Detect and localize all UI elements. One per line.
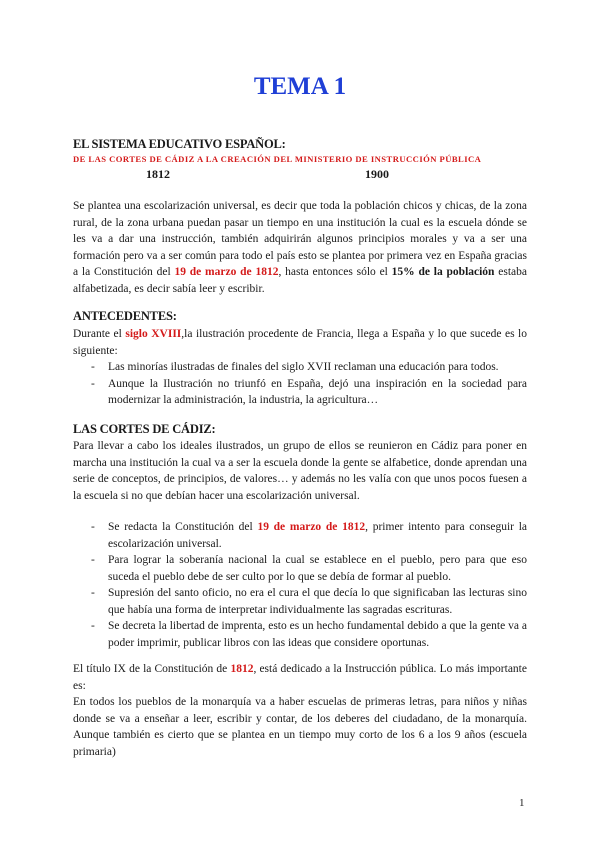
highlight-year: 1812 [230, 663, 254, 675]
titulo-detail-paragraph: En todos los pueblos de la monarquía va a haber escuelas de primeras letras, para niños y niñas donde se va a enseñar a leer, escribir y contar, de los deberes del ciudadano, de la monarquía. Aunque también es cierto que se plantea en un tiempo muy corto de los 6 a los 9 años (escuela primaria) [73, 696, 527, 758]
highlight-date: 19 de marzo de 1812 [257, 521, 366, 533]
page-title: TEMA 1 [253, 73, 347, 100]
antecedentes-heading: ANTECEDENTES: [73, 309, 177, 323]
antecedentes-paragraph: Durante el siglo XVIII,la ilustración procedente de Francia, llega a España y lo que sucede es lo siguiente: [73, 328, 528, 357]
section-heading-main: EL SISTEMA EDUCATIVO ESPAÑOL: [73, 137, 286, 151]
antecedentes-list [73, 359, 527, 409]
page-number: 1 [519, 797, 525, 809]
list-item: - Se redacta la Constitución del 19 de marzo de 1812, primer intento para conseguir la escolarización universal. [73, 519, 527, 552]
highlight-date: 19 de marzo de 1812 [174, 266, 279, 278]
list-item: - Supresión del santo oficio, no era el cura el que decía lo que significaban las lecturas sino que había una forma de interpretar individualmente las sagradas escrituras. [73, 585, 527, 618]
list-item: - Las minorías ilustradas de finales del siglo XVII reclaman una educación para todos. [73, 359, 527, 376]
highlight-percentage: 15% de la población [391, 266, 495, 278]
titulo-paragraph: El título IX de la Constitución de 1812, está dedicado a la Instrucción pública. Lo más importante es: [73, 663, 527, 692]
cortes-list [73, 519, 527, 651]
cortes-paragraph: Para llevar a cabo los ideales ilustrados, un grupo de ellos se reunieron en Cádiz para poner en marcha una institución la cual va a ser la escuela donde la gente se alfabetice, donde aprendan una serie de conceptos, de principios, de valores… y además no les valía con que unos pocos fuesen a la escuela si no que debían hacer una escolarización universal. [73, 440, 527, 502]
year-end: 1900 [365, 167, 389, 181]
list-item: - Para lograr la soberanía nacional la cual se establece en el pueblo, pero para que eso suceda el pueblo debe de ser culto por lo que se debía de formar al pueblo. [73, 552, 527, 585]
highlight-century: siglo XVIII [125, 328, 182, 340]
year-start: 1812 [146, 167, 170, 181]
list-item: - Se decreta la libertad de imprenta, esto es un hecho fundamental debido a que la gente va a poder imprimir, publicar libros con las ideas que considere oportunas. [73, 618, 527, 651]
list-item: - Aunque la Ilustración no triunfó en España, dejó una inspiración en la sociedad para modernizar la administración, la industria, la agricultura… [73, 376, 527, 409]
cortes-heading: LAS CORTES DE CÁDIZ: [73, 422, 216, 436]
intro-paragraph: Se plantea una escolarización universal, es decir que toda la población chicos y chicas, de la zona rural, de la zona urbana puedan pasar un tiempo en una institución la cual es la escuela dónde se les va a dar una instrucción, también adquirirán algunos principios morales y va a ser una formación pero va a ser común para todo el país esto se plantea por primera vez en España gracias a la Constitución del 19 de marzo de 1812, hasta entonces sólo el 15% de la población estaba alfabetizada, es decir sabía leer y escribir. [73, 200, 527, 295]
section-subheading: DE LAS CORTES DE CÁDIZ A LA CREACIÓN DEL MINISTERIO DE INSTRUCCIÓN PÚBLICA [73, 154, 482, 164]
